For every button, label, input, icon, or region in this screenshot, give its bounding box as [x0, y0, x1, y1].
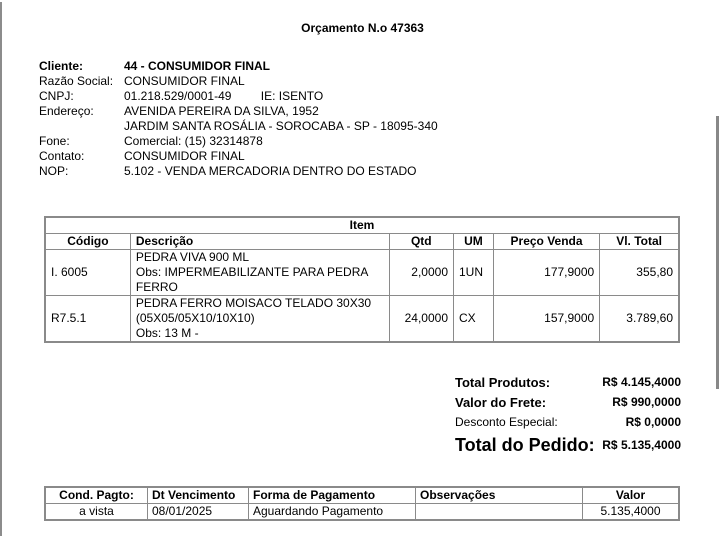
items-header-row — [45, 234, 679, 250]
col-observacoes: Observações — [416, 487, 583, 504]
cnpj-label: CNPJ: — [39, 89, 74, 103]
items-table — [44, 216, 680, 343]
pay-obs — [416, 504, 583, 521]
cliente-value: 44 - CONSUMIDOR FINAL — [124, 59, 271, 73]
col-preco: Preço Venda — [493, 234, 599, 250]
item-desc-line: PEDRA VIVA 900 ML — [135, 250, 250, 264]
totals-summary — [455, 372, 681, 458]
item-um: 1UN — [454, 250, 494, 296]
table-row — [45, 504, 679, 521]
cnpj-row — [39, 89, 438, 104]
contato-value: CONSUMIDOR FINAL — [124, 149, 245, 163]
endereco-line1: AVENIDA PEREIRA DA SILVA, 1952 — [124, 104, 319, 118]
cnpj-value: 01.218.529/0001-49 — [124, 89, 232, 103]
ie-label: IE: — [260, 89, 276, 103]
total-pedido-value: R$ 5.135,4000 — [602, 438, 681, 452]
desconto-row — [455, 412, 681, 432]
item-total: 355,80 — [600, 250, 679, 296]
item-preco: 177,9000 — [493, 250, 599, 296]
item-desc-line: PEDRA FERRO MOISACO TELADO 30X30 — [135, 296, 372, 310]
col-qtd: Qtd — [389, 234, 453, 250]
cnpj-cell — [124, 89, 438, 104]
item-preco: 157,9000 — [493, 296, 599, 343]
item-um: CX — [454, 296, 494, 343]
item-qtd: 2,0000 — [389, 250, 453, 296]
total-pedido-row — [455, 432, 681, 458]
col-dt-vencimento: Dt Vencimento — [148, 487, 249, 504]
pay-cond: a vista — [45, 504, 148, 521]
col-um: UM — [454, 234, 494, 250]
table-row — [45, 296, 679, 343]
contato-row — [39, 149, 438, 164]
item-desc-line: Obs: 13 M - — [135, 326, 199, 340]
pay-forma: Aguardando Pagamento — [249, 504, 416, 521]
fone-row — [39, 134, 438, 149]
desconto-label: Desconto Especial: — [455, 415, 558, 429]
valor-frete-value: R$ 990,0000 — [612, 395, 681, 409]
fone-value: Comercial: (15) 32314878 — [124, 134, 263, 148]
col-valor: Valor — [583, 487, 680, 504]
document-title: Orçamento N.o 47363 — [301, 21, 424, 35]
razao-row — [39, 74, 438, 89]
col-descricao: Descrição — [130, 234, 389, 250]
desconto-value: R$ 0,0000 — [625, 415, 681, 429]
pay-valor: 5.135,4000 — [583, 504, 680, 521]
pay-venc: 08/01/2025 — [148, 504, 249, 521]
client-info — [39, 59, 438, 179]
total-produtos-label: Total Produtos: — [455, 374, 551, 390]
nop-row — [39, 164, 438, 179]
item-codigo: I. 6005 — [45, 250, 130, 296]
ie-value: ISENTO — [278, 89, 324, 103]
col-forma-pagamento: Forma de Pagamento — [249, 487, 416, 504]
col-total: Vl. Total — [600, 234, 679, 250]
items-section-row — [45, 217, 679, 234]
contato-label: Contato: — [39, 149, 85, 163]
razao-label: Razão Social: — [39, 74, 114, 88]
item-desc-line: (05X05/05X10/10X10) — [135, 311, 255, 325]
item-total: 3.789,60 — [600, 296, 679, 343]
endereco-label: Endereço: — [39, 104, 94, 118]
table-row — [45, 250, 679, 296]
fone-label: Fone: — [39, 134, 70, 148]
nop-label: NOP: — [39, 164, 69, 178]
item-descricao — [130, 296, 389, 343]
endereco-row — [39, 104, 438, 119]
endereco-line2: JARDIM SANTA ROSÁLIA - SOROCABA - SP - 18095-340 — [124, 119, 438, 133]
payment-header-row — [45, 487, 679, 504]
item-desc-line: FERRO — [135, 280, 178, 294]
razao-value: CONSUMIDOR FINAL — [124, 74, 245, 88]
items-section-title: Item — [45, 217, 679, 234]
total-produtos-row — [455, 372, 681, 392]
endereco-row-2 — [39, 119, 438, 134]
item-desc-line: Obs: IMPERMEABILIZANTE PARA PEDRA — [135, 265, 369, 279]
item-qtd: 24,0000 — [389, 296, 453, 343]
valor-frete-label: Valor do Frete: — [455, 394, 547, 410]
item-descricao — [130, 250, 389, 296]
col-codigo: Código — [45, 234, 130, 250]
valor-frete-row — [455, 392, 681, 412]
payment-table — [44, 486, 680, 521]
col-cond-pagto: Cond. Pagto: — [45, 487, 148, 504]
nop-value: 5.102 - VENDA MERCADORIA DENTRO DO ESTADO — [124, 164, 417, 178]
client-row — [39, 59, 438, 74]
item-codigo: R7.5.1 — [45, 296, 130, 343]
total-produtos-value: R$ 4.145,4000 — [602, 375, 681, 389]
total-pedido-label: Total do Pedido: — [455, 434, 595, 455]
left-border — [0, 2, 2, 536]
cliente-label: Cliente: — [39, 59, 84, 73]
